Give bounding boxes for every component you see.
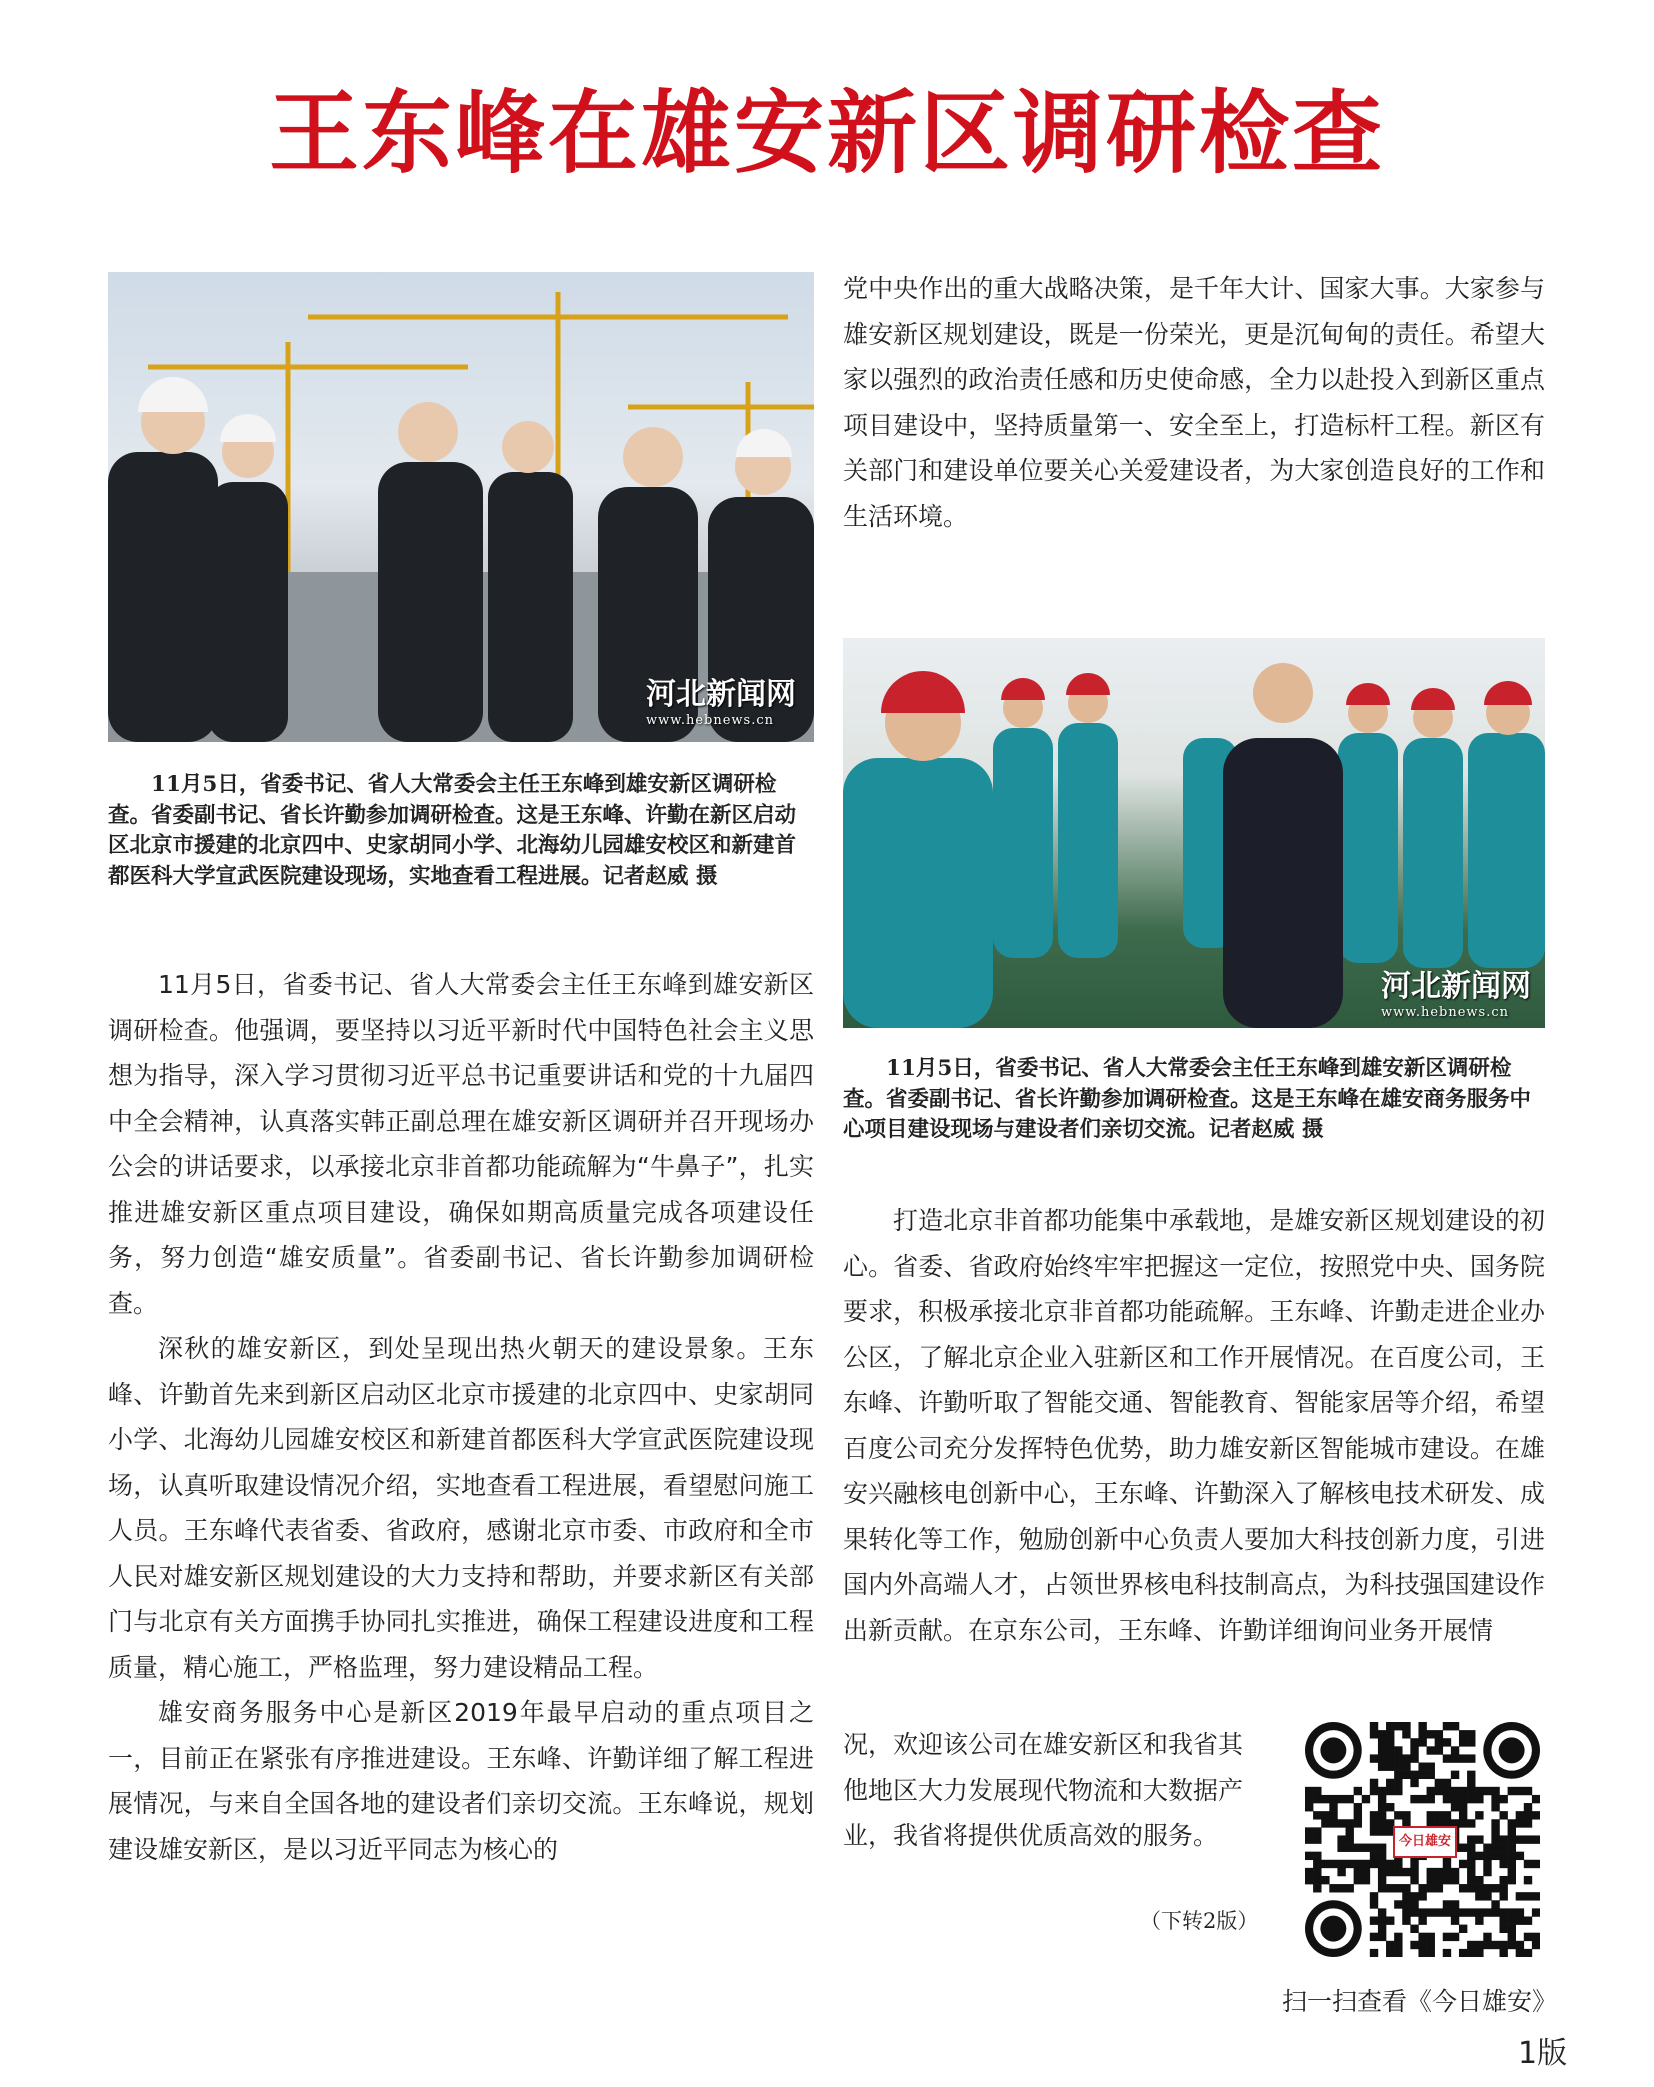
paragraph: 党中央作出的重大战略决策，是千年大计、国家大事。大家参与雄安新区规划建设，既是一份荣光，更是沉甸甸的责任。希望大家以强烈的政治责任感和历史使命感，全力以赴投入到新区重点项目建设中，坚持质量第一、安全至上，打造标杆工程。新区有关部门和建设单位要关心关爱建设者，为大家创造良好的工作和生活环境。 xyxy=(843,274,1545,531)
article-column-right-bottom xyxy=(843,1198,1545,1653)
photo-caption: 11月5日，省委书记、省人大常委会主任王东峰到雄安新区调研检查。省委副书记、省长许勤参加调研检查。这是王东峰、许勤在新区启动区北京市援建的北京四中、史家胡同小学、北海幼儿园雄安校区和新建首都医科大学宣武医院建设现场，实地查看工程进展。记者赵威 摄 xyxy=(108,772,797,889)
photo-watermark: 河北新闻网 www.hebnews.cn xyxy=(646,677,796,728)
article-column-right-tail xyxy=(843,1722,1243,1859)
headline: 王东峰在雄安新区调研检查 xyxy=(269,80,1385,186)
article-column-left xyxy=(108,962,814,1872)
paragraph: 11月5日，省委书记、省人大常委会主任王东峰到雄安新区调研检查。他强调，要坚持以习近平新时代中国特色社会主义思想为指导，深入学习贯彻习近平总书记重要讲话和党的十九届四中全会精神，认真落实韩正副总理在雄安新区调研并召开现场办公会的讲话要求，以承接北京非首都功能疏解为“牛鼻子”，扎实推进雄安新区重点项目建设，确保如期高质量完成各项建设任务，努力创造“雄安质量”。省委副书记、省长许勤参加调研检查。 xyxy=(108,970,814,1318)
photo-caption: 11月5日，省委书记、省人大常委会主任王东峰到雄安新区调研检查。省委副书记、省长许勤参加调研检查。这是王东峰在雄安商务服务中心项目建设现场与建设者们亲切交流。记者赵威 摄 xyxy=(843,1056,1532,1142)
paragraph: 况，欢迎该公司在雄安新区和我省其他地区大力发展现代物流和大数据产业，我省将提供优质高效的服务。 xyxy=(843,1730,1244,1850)
qr-caption: 扫一扫查看《今日雄安》 xyxy=(1282,1987,1558,2016)
paragraph: 打造北京非首都功能集中承载地，是雄安新区规划建设的初心。省委、省政府始终牢牢把握这一定位，按照党中央、国务院要求，积极承接北京非首都功能疏解。王东峰、许勤走进企业办公区，了解北京企业入驻新区和工作开展情况。在百度公司，王东峰、许勤听取了智能交通、智能教育、智能家居等介绍，希望百度公司充分发挥特色优势，助力雄安新区智能城市建设。在雄安兴融核电创新中心，王东峰、许勤深入了解核电技术研发、成果转化等工作，勉励创新中心负责人要加大科技创新力度，引进国内外高端人才，占领世界核电科技制高点，为科技强国建设作出新贡献。在京东公司，王东峰、许勤详细询问业务开展情 xyxy=(843,1206,1545,1645)
paragraph: 雄安商务服务中心是新区2019年最早启动的重点项目之一，目前正在紧张有序推进建设。王东峰、许勤详细了解工程进展情况，与来自全国各地的建设者们亲切交流。王东峰说，规划建设雄安新区，是以习近平同志为核心的 xyxy=(108,1698,814,1864)
page-number: 1版 xyxy=(1518,2036,1568,2071)
news-photo-workers xyxy=(843,638,1545,1028)
qr-center-label: 今日雄安 xyxy=(1393,1826,1457,1858)
news-photo-inspection xyxy=(108,272,814,742)
qr-code[interactable] xyxy=(1305,1722,1540,1957)
article-column-right-top xyxy=(843,266,1545,539)
photo-watermark: 河北新闻网 www.hebnews.cn xyxy=(1381,969,1531,1020)
continued-note: （下转2版） xyxy=(1140,1909,1259,1933)
paragraph: 深秋的雄安新区，到处呈现出热火朝天的建设景象。王东峰、许勤首先来到新区启动区北京市援建的北京四中、史家胡同小学、北海幼儿园雄安校区和新建首都医科大学宣武医院建设现场，认真听取建设情况介绍，实地查看工程进展，看望慰问施工人员。王东峰代表省委、省政府，感谢北京市委、市政府和全市人民对雄安新区规划建设的大力支持和帮助，并要求新区有关部门与北京有关方面携手协同扎实推进，确保工程建设进度和工程质量，精心施工，严格监理，努力建设精品工程。 xyxy=(108,1334,814,1682)
